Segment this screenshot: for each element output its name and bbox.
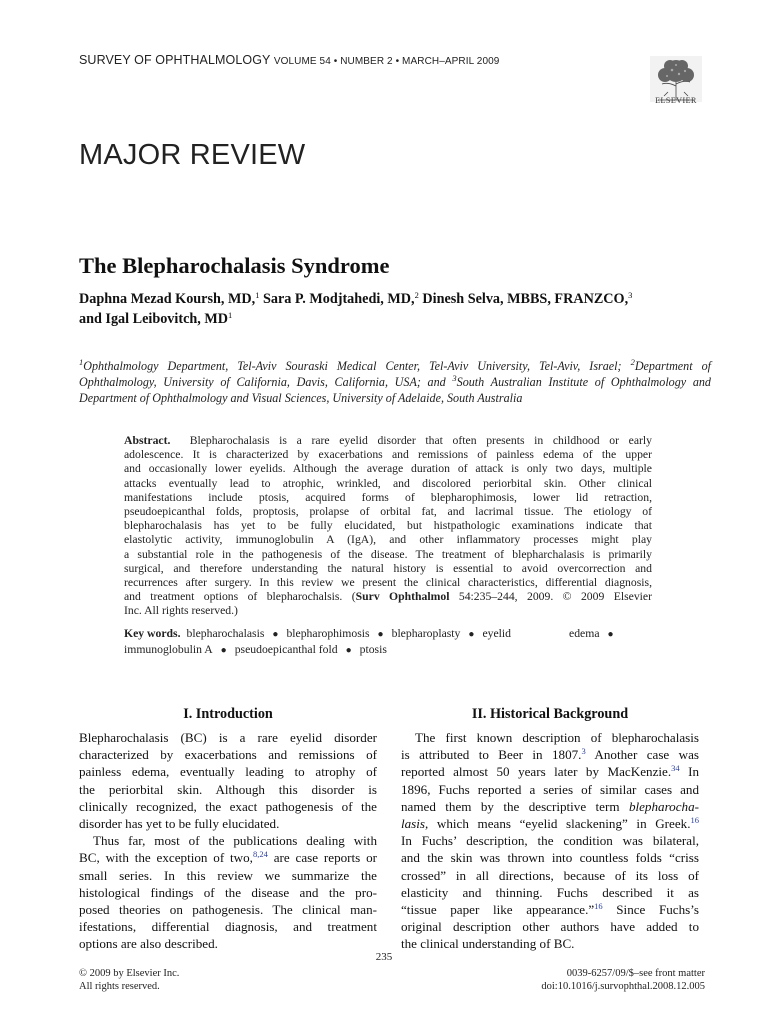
body-text: are case reports or — [267, 850, 378, 866]
journal-header — [79, 53, 499, 67]
body-text: named them by the descriptive term — [401, 798, 629, 814]
keywords-row — [124, 643, 652, 659]
body-line: Thus far, most of the publications dealing with — [93, 833, 377, 849]
history-heading: II. Historical Background — [471, 706, 629, 722]
body-line: small series. In this review we summarize the — [79, 867, 377, 883]
author-affiliation-mark: 1 — [227, 309, 233, 320]
abstract-line: and treatment options of blepharochalsis. (Surv Ophthalmol 54:235–244, 2009. © 2009 Elsevier — [124, 590, 653, 604]
abstract-text: Blepharochalasis is a rare eyelid disorder that often presents in childhood or early — [189, 434, 652, 447]
page-number: 235 — [375, 951, 393, 963]
affiliation-text: Ophthalmology, University of California, Davis, California, USA; and — [79, 375, 446, 389]
author-name: Daphna Mezad Koursh, MD, — [79, 291, 256, 307]
bullet-icon: ● — [377, 629, 384, 640]
reference-link[interactable]: 34 — [671, 763, 680, 774]
body-line: options are also described. — [79, 936, 218, 952]
body-line: and the skin was thrown into countless folds “criss — [401, 850, 699, 866]
author-affiliation-mark: 3 — [628, 290, 633, 300]
body-line — [401, 798, 699, 815]
body-text: Another case was — [585, 747, 699, 763]
bullet-icon: ● — [607, 629, 614, 640]
abstract-line: surgical, and therefore understanding the natural history is essential to avoid overcorrection and — [124, 561, 652, 575]
body-line: posed theories on pathogenesis. The clinical man- — [79, 902, 377, 918]
keyword: blepharoplasty — [391, 627, 461, 640]
body-line: the clinical understanding of BC. — [401, 936, 575, 952]
reference-link[interactable]: 3 — [581, 746, 586, 757]
copyright-text: © 2009 by Elsevier Inc. — [79, 968, 180, 979]
body-line — [79, 849, 377, 866]
abstract-line: blepharochalasis has yet to be fully elucidated, but histpathologic examinations indicate that — [124, 519, 652, 533]
abstract-line: elastolytic activity, immunoglobulin A (IgA), and other inflammatory processes might play — [124, 533, 652, 547]
affiliation-line: Department of Ophthalmology and Visual Sciences, University of Adelaide, South Australia — [79, 391, 523, 405]
abstract-line: and occasionally lower eyelids. Although the average duration of attack is only two days, multiple — [124, 462, 652, 476]
abstract-line: manifestations include ptosis, acquired forms of blepharophimosis, lower lid retraction, — [124, 490, 652, 504]
keywords — [124, 627, 652, 658]
abstract-line — [124, 434, 652, 448]
body-line: painless edema, eventually leading to atrophy of — [79, 764, 377, 780]
article-title: The Blepharochalasis Syndrome — [79, 253, 390, 278]
footer-identifiers — [541, 967, 705, 993]
body-line: 1896, Fuchs reported a series of similar cases and — [401, 781, 699, 797]
reference-link[interactable]: 8,24 — [252, 849, 268, 860]
abstract-label: Abstract. — [124, 434, 171, 447]
body-line — [401, 901, 699, 918]
bullet-icon: ● — [272, 629, 279, 640]
body-text: is attributed to Beer in 1807. — [401, 747, 582, 763]
body-emphasis: lasis, — [401, 816, 429, 832]
body-line: the periorbital skin. Although this disorder is — [79, 781, 377, 797]
body-line: histological findings of the disease and the pro- — [79, 884, 377, 900]
body-line — [401, 746, 699, 763]
bullet-icon: ● — [468, 629, 475, 640]
bullet-icon: ● — [220, 644, 227, 656]
author-name: and Igal Leibovitch, MD — [79, 310, 228, 327]
citation-details: 54:235–244, 2009. © 2009 Elsevier — [458, 590, 653, 604]
body-text: In — [679, 764, 699, 780]
body-line: elasticity and thinning. Fuchs described it as — [401, 884, 699, 900]
rights-text: All rights reserved. — [79, 981, 160, 992]
author-affiliation-mark: 1 — [255, 290, 260, 300]
abstract-text: and treatment options of blepharochalsis. — [124, 590, 343, 604]
journal-issue: VOLUME 54 • NUMBER 2 • MARCH–APRIL 2009 — [273, 56, 500, 67]
body-line: disorder has yet to be fully elucidated. — [79, 816, 280, 832]
elsevier-wordmark: ELSEVIER — [655, 96, 697, 105]
affiliation-mark: 3 — [452, 373, 457, 383]
footer-copyright — [79, 967, 179, 993]
body-line: The first known description of blepharochalasis — [415, 730, 699, 745]
affiliations — [79, 358, 711, 406]
abstract — [124, 434, 652, 619]
abstract-line: attacks eventually lead to atrophic, wrinkled, and discolored periorbital skin. Other clinical — [124, 476, 652, 490]
abstract-line: pseudoepicanthal folds, proptosis, prolapse of orbital fat, and lacrimal tissue. The etiology of — [124, 505, 652, 519]
keyword: immunoglobulin A — [124, 642, 213, 656]
keywords-row — [124, 627, 652, 643]
author-name: Dinesh Selva, MBBS, FRANZCO, — [422, 291, 629, 307]
affiliation-text: Ophthalmology Department, Tel-Aviv Souraski Medical Center, Tel-Aviv University, Tel-Aviv, Israel; — [83, 359, 622, 373]
body-line — [401, 815, 699, 832]
keywords-label: Key words. — [124, 627, 181, 640]
affiliation-line — [79, 374, 711, 390]
affiliation-mark: 2 — [630, 357, 635, 367]
body-line — [401, 763, 699, 780]
abstract-line: a substantial role in the pathogenesis of the disease. The treatment of blepharchalasis is primarily — [124, 547, 652, 561]
history-column — [401, 705, 699, 953]
body-line: In Fuchs’ description, the condition was bilateral, — [401, 833, 699, 849]
body-line: characterized by exacerbations and remissions of — [79, 747, 377, 763]
keyword: edema — [569, 627, 600, 640]
keyword: ptosis — [359, 642, 387, 656]
journal-name: SURVEY OF OPHTHALMOLOGY — [79, 53, 271, 67]
keyword: eyelid — [482, 627, 512, 640]
body-text: which means “eyelid slackening” in Greek. — [428, 816, 691, 832]
abstract-line: recurrences after surgery. In this review we present the clinical characteristics, differential diagnosis, — [124, 576, 652, 590]
body-line: clinically recognized, the exact pathogenesis of the — [79, 798, 377, 814]
affiliation-line — [79, 358, 711, 374]
body-text: “tissue paper like appearance.” — [401, 902, 595, 918]
body-line: crossed” in all directions, because of its loss of — [401, 867, 699, 883]
affiliation-text: Department of — [634, 359, 711, 373]
author-affiliation-mark: 2 — [414, 290, 419, 300]
affiliation-text: South Australian Institute of Ophthalmology and — [456, 375, 711, 389]
author-list — [79, 290, 709, 329]
introduction-heading: I. Introduction — [183, 706, 273, 722]
body-text: reported almost 50 years later by MacKenzie. — [401, 764, 672, 780]
affiliation-mark: 1 — [79, 357, 84, 367]
abstract-line: Inc. All rights reserved.) — [124, 604, 238, 618]
doi-link[interactable]: doi:10.1016/j.survophthal.2008.12.005 — [541, 981, 705, 992]
keyword: blepharochalasis — [186, 627, 265, 640]
keyword: blepharophimosis — [286, 627, 370, 640]
body-line: Blepharochalasis (BC) is a rare eyelid disorder — [79, 730, 377, 745]
body-emphasis: blepharocha- — [628, 798, 699, 814]
issn-text: 0039-6257/09/$–see front matter — [566, 968, 705, 979]
keyword: pseudoepicanthal fold — [234, 642, 338, 656]
citation-journal: Surv Ophthalmol — [355, 590, 450, 604]
section-label: MAJOR REVIEW — [79, 139, 306, 171]
body-text: BC, with the exception of two, — [79, 850, 253, 866]
body-line: original description other authors have added to — [401, 919, 699, 935]
abstract-line: adolescence. It is characterized by exacerbations and remissions of painless edema of the upper — [124, 448, 652, 462]
reference-link[interactable]: 16 — [690, 815, 699, 826]
author-name: Sara P. Modjtahedi, MD, — [262, 291, 415, 307]
introduction-column — [79, 705, 377, 953]
reference-link[interactable]: 16 — [594, 901, 603, 912]
body-text: Since Fuchs’s — [602, 902, 699, 918]
body-line: ifestations, differential diagnosis, and treatment — [79, 919, 377, 935]
bullet-icon: ● — [345, 644, 352, 656]
